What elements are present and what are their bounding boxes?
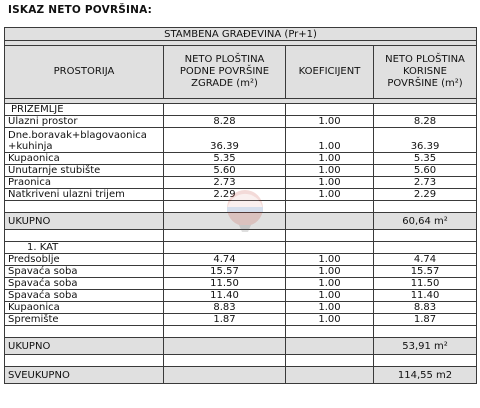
table-row [5,153,477,165]
net-floor-value: 8.83 [164,302,286,314]
net-floor-value: 5.60 [164,165,286,177]
table-row [5,128,477,153]
coefficient-value: 1.00 [286,116,374,128]
table-row [5,177,477,189]
coefficient-value: 1.00 [286,165,374,177]
table-row [5,165,477,177]
net-usable-value: 5.60 [374,165,477,177]
coefficient-value: 1.00 [286,266,374,278]
coefficient-value: 1.00 [286,153,374,165]
first-floor-total-row [5,338,477,355]
room-name: Praonica [5,177,164,189]
net-floor-value: 4.74 [164,254,286,266]
net-usable-value: 4.74 [374,254,477,266]
net-usable-value: 36.39 [374,128,477,153]
net-usable-value: 2.73 [374,177,477,189]
net-usable-value: 11.40 [374,290,477,302]
section-first-floor [5,242,477,254]
section-label: PRIZEMLJE [5,104,164,116]
table-title-row [5,28,477,41]
header-room: PROSTORIJA [5,46,164,99]
net-floor-value: 15.57 [164,266,286,278]
room-name: Predsoblje [5,254,164,266]
header-net-floor: NETO PLOŠTINA PODNE POVRŠINE ZGRADE (m²) [164,46,286,99]
net-floor-value: 1.87 [164,314,286,326]
net-floor-value: 2.73 [164,177,286,189]
table-row [5,266,477,278]
net-floor-value: 5.35 [164,153,286,165]
coefficient-value: 1.00 [286,302,374,314]
header-net-usable: NETO PLOŠTINA KORISNE POVRŠINE (m²) [374,46,477,99]
room-name: Spavaća soba [5,278,164,290]
room-name: Spremište [5,314,164,326]
coefficient-value: 1.00 [286,128,374,153]
net-floor-value: 2.29 [164,189,286,201]
net-floor-value: 11.50 [164,278,286,290]
total-label: UKUPNO [5,338,164,355]
header-coefficient: KOEFICIJENT [286,46,374,99]
table-title: STAMBENA GRAĐEVINA (Pr+1) [5,28,477,41]
grand-total-value: 114,55 m2 [374,367,477,384]
net-floor-value: 36.39 [164,128,286,153]
document-heading: ISKAZ NETO POVRŠINA: [8,4,153,16]
re-max-balloon-logo-icon [222,188,268,234]
room-name: Ulazni prostor [5,116,164,128]
grand-total-label: SVEUKUPNO [5,367,164,384]
room-name: Unutarnje stubište [5,165,164,177]
net-usable-value: 8.83 [374,302,477,314]
net-usable-value: 1.87 [374,314,477,326]
room-name: Spavaća soba [5,290,164,302]
section-label: 1. KAT [5,242,164,254]
blank-row [5,355,477,367]
net-floor-value: 8.28 [164,116,286,128]
room-name: Kupaonica [5,302,164,314]
table-row [5,302,477,314]
room-name: Spavaća soba [5,266,164,278]
grand-total-row [5,367,477,384]
section-ground-floor [5,104,477,116]
table-row [5,254,477,266]
total-value: 60,64 m² [374,213,477,230]
room-name: Kupaonica [5,153,164,165]
net-usable-value: 8.28 [374,116,477,128]
coefficient-value: 1.00 [286,314,374,326]
net-floor-value: 11.40 [164,290,286,302]
table-row [5,278,477,290]
room-name: Dne.boravak+blagovaonica +kuhinja [5,128,164,153]
total-value: 53,91 m² [374,338,477,355]
net-usable-value: 5.35 [374,153,477,165]
coefficient-value: 1.00 [286,278,374,290]
total-label: UKUPNO [5,213,164,230]
coefficient-value: 1.00 [286,189,374,201]
coefficient-value: 1.00 [286,254,374,266]
table-row [5,116,477,128]
table-row [5,290,477,302]
coefficient-value: 1.00 [286,290,374,302]
room-name: Natkriveni ulazni trijem [5,189,164,201]
table-row [5,314,477,326]
header-row [5,46,477,99]
net-usable-value: 2.29 [374,189,477,201]
blank-row [5,326,477,338]
net-usable-value: 15.57 [374,266,477,278]
net-usable-value: 11.50 [374,278,477,290]
coefficient-value: 1.00 [286,177,374,189]
